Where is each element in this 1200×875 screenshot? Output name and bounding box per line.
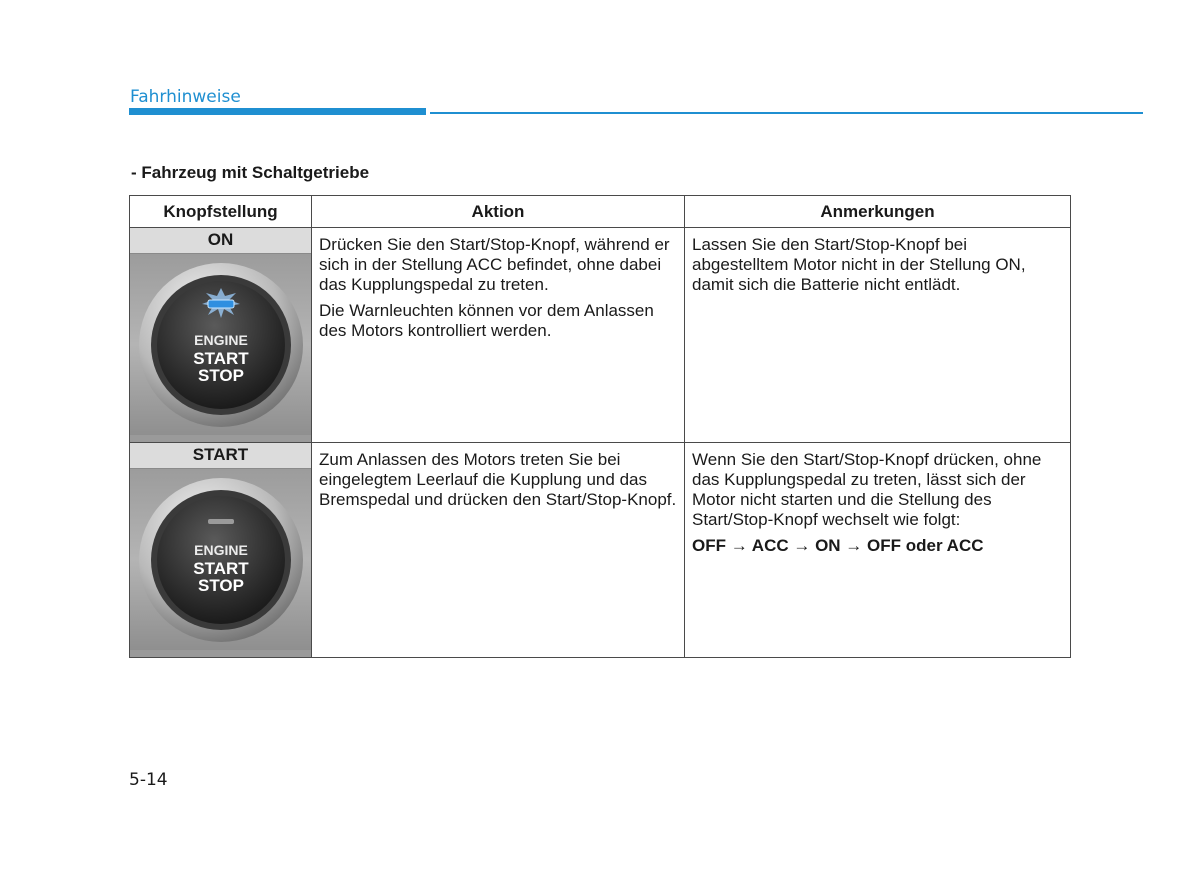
aktion-paragraph: Drücken Sie den Start/Stop-Knopf, während er sich in der Stellung ACC befindet, ohne dabei das Kupplungspedal zu treten. — [319, 235, 670, 294]
indicator-off — [208, 519, 234, 524]
anmerkungen-cell — [685, 228, 1071, 443]
column-header-aktion: Aktion — [312, 196, 685, 228]
header-rule-thin — [430, 112, 1143, 114]
table-row — [130, 443, 1071, 658]
engine-start-stop-button-icon — [136, 260, 306, 430]
engine-start-button-on-image — [130, 254, 311, 435]
aktion-paragraph: Die Warnleuchten können vor dem Anlassen des Motors kontrolliert werden. — [319, 301, 654, 340]
button-text-engine: ENGINE — [193, 331, 248, 348]
button-text-start: START — [192, 348, 249, 368]
anmerkungen-cell — [685, 443, 1071, 658]
engine-start-button-start-image — [130, 469, 311, 650]
table-row — [130, 228, 1071, 443]
column-header-anmerkungen: Anmerkungen — [685, 196, 1071, 228]
aktion-cell — [312, 443, 685, 658]
aktion-paragraph: Zum Anlassen des Motors treten Sie bei eingelegtem Leerlauf die Kupplung und das Bremspedal und drücken den Start/Stop-Knopf. — [319, 450, 677, 509]
engine-start-stop-button-icon — [136, 475, 306, 645]
position-label: START — [130, 443, 311, 469]
button-positions-table — [129, 195, 1071, 658]
page-number: 5-14 — [129, 770, 168, 790]
state-sequence: OFF → ACC → ON → OFF oder ACC — [692, 536, 984, 555]
header-rule-thick — [129, 108, 426, 115]
section-title: Fahrhinweise — [130, 87, 241, 107]
table-header-row — [130, 196, 1071, 228]
anmerkungen-paragraph: Lassen Sie den Start/Stop-Knopf bei abgestelltem Motor nicht in der Stellung ON, damit sich die Batterie nicht entlädt. — [692, 235, 1026, 294]
button-text-stop: STOP — [197, 365, 244, 385]
position-cell — [130, 443, 312, 658]
button-text-engine: ENGINE — [193, 541, 248, 558]
position-cell — [130, 228, 312, 443]
button-text-start: START — [192, 558, 249, 578]
button-text-stop: STOP — [197, 575, 244, 595]
column-header-knopfstellung: Knopfstellung — [130, 196, 312, 228]
aktion-cell — [312, 228, 685, 443]
position-label: ON — [130, 228, 311, 254]
anmerkungen-paragraph: Wenn Sie den Start/Stop-Knopf drücken, ohne das Kupplungspedal zu treten, lässt sich der Motor nicht starten und die Stellung des Start/Stop-Knopf wechselt wie folgt: — [692, 450, 1042, 529]
subheading: - Fahrzeug mit Schaltgetriebe — [131, 163, 370, 182]
